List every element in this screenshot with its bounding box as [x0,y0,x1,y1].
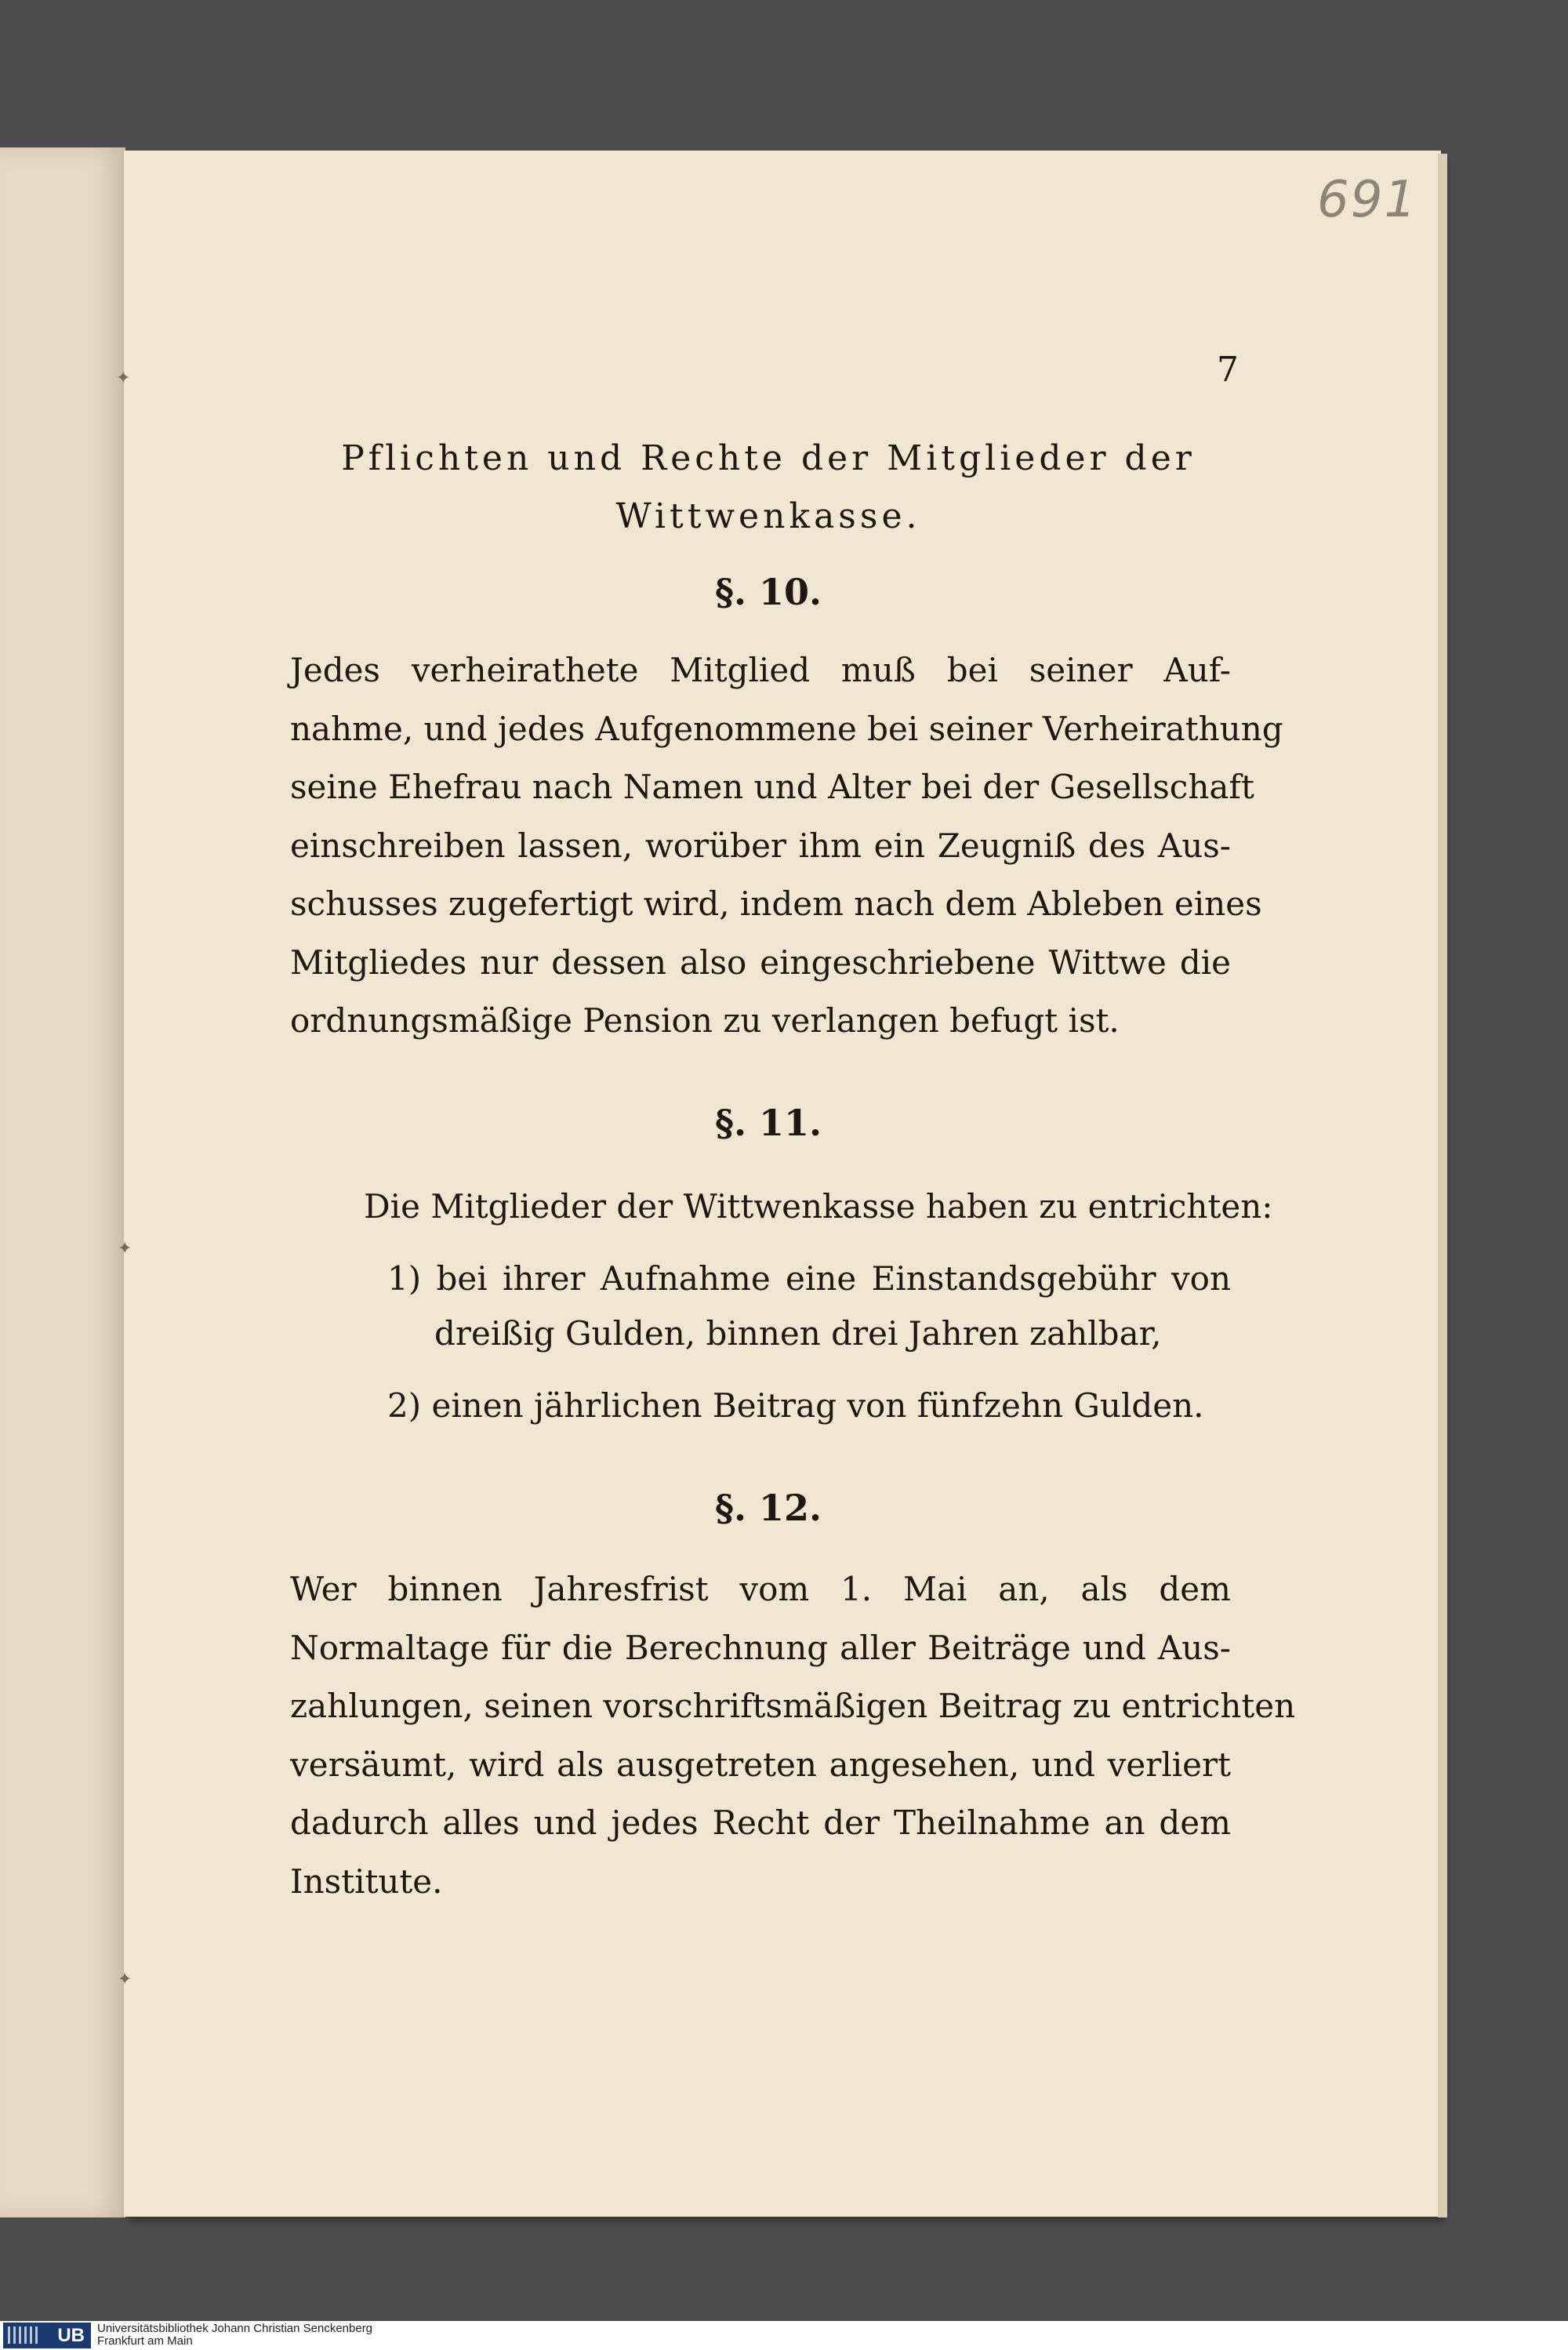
text-line: Normaltage für die Berechnung aller Beiträge und Aus- [290,1628,1231,1667]
logo-text: UB [57,2325,85,2346]
section-12-paragraph [290,1560,1296,1911]
text-line: ordnungsmäßige Pension zu verlangen befugt ist. [290,1001,1120,1040]
text-line: dadurch alles und jedes Recht der Theilnahme an dem [290,1803,1231,1842]
text-line: Institute. [290,1861,443,1901]
text-line: nahme, und jedes Aufgenommene bei seiner Verheirathung [290,709,1283,748]
list-item: 2) einen jährlichen Beitrag von fünfzehn Gulden. [387,1386,1204,1425]
library-city-line: Frankfurt am Main [97,2334,193,2348]
text-line: Jedes verheirathete Mitglied muß bei seiner Auf- [290,651,1231,689]
text-line: seine Ehefrau nach Namen und Alter bei der Gesellschaft [290,768,1254,806]
gutter-mark: ✦ [118,1239,132,1259]
logo-dots-icon [8,2326,39,2344]
text-line: schusses zugefertigt wird, indem nach dem Ableben eines [290,884,1262,923]
section-number: §. 12. [714,1487,822,1529]
section-number: §. 10. [714,571,822,613]
text-line: zahlungen, seinen vorschriftsmäßigen Beitrag zu entrichten [290,1687,1296,1725]
section-number: §. 11. [714,1102,822,1144]
library-footer [0,2321,1568,2350]
ub-logo [3,2323,91,2348]
text-line: einschreiben lassen, worüber ihm ein Zeugniß des Aus- [290,826,1231,865]
heading-line: Pflichten und Rechte der Mitglieder der [341,438,1196,478]
gutter-mark: ✦ [116,369,131,388]
section-10-paragraph [290,641,1283,1051]
text-line: versäumt, wird als ausgetreten angesehen, und verliert [290,1745,1231,1784]
page-number: 7 [1217,350,1239,390]
library-name-line: Universitätsbibliothek Johann Christian Senckenberg [97,2322,373,2335]
pencil-annotation: 691 [1317,171,1418,229]
list-item: 1) bei ihrer Aufnahme eine Einstandsgebühr von [387,1259,1231,1298]
text-line: Die Mitglieder der Wittwenkasse haben zu entrichten: [364,1187,1273,1226]
gutter-mark: ✦ [118,1970,132,1989]
text-line: Mitgliedes nur dessen also eingeschriebene Wittwe die [290,943,1231,982]
list-item-continuation: dreißig Gulden, binnen drei Jahren zahlbar, [434,1314,1162,1353]
left-page-edge [0,147,125,2217]
page-edge-shadow [1438,154,1447,2217]
chapter-heading [290,430,1247,546]
section-11-intro [364,1178,1273,1237]
text-line: Wer binnen Jahresfrist vom 1. Mai an, als dem [290,1570,1231,1608]
library-name [97,2323,372,2348]
heading-line: Wittwenkasse. [615,496,921,536]
